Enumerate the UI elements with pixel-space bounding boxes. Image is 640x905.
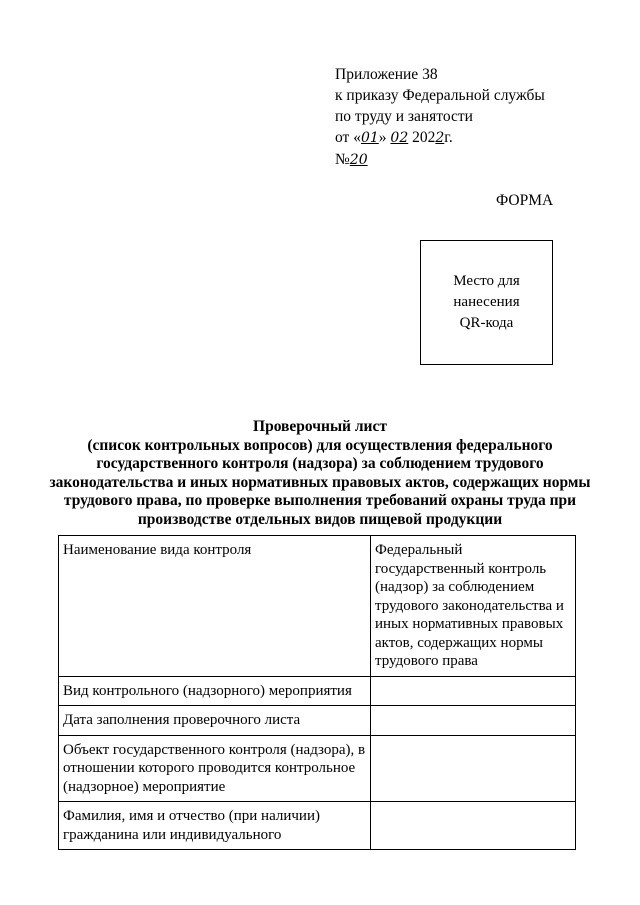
date-mid: » bbox=[378, 129, 391, 146]
row-value bbox=[371, 706, 576, 736]
appendix-number bbox=[335, 149, 545, 171]
appendix-service-line: по труду и занятости bbox=[335, 108, 473, 125]
title-line-6: производстве отдельных видов пищевой продукции bbox=[137, 510, 503, 528]
row-label: Дата заполнения проверочного листа bbox=[59, 706, 371, 736]
order-number: 20 bbox=[349, 152, 368, 168]
appendix-title: Приложение 38 bbox=[335, 66, 438, 83]
row-label: Объект государственного контроля (надзора), в отношении которого проводится контрольное (надзорное) мероприятие bbox=[59, 735, 371, 802]
title-line-1: Проверочный лист bbox=[253, 418, 387, 435]
number-prefix: № bbox=[335, 151, 350, 168]
qr-code-placeholder bbox=[420, 240, 553, 365]
appendix-date bbox=[335, 127, 545, 149]
checklist-info-table bbox=[58, 535, 576, 850]
table-row bbox=[59, 706, 576, 736]
row-label: Наименование вида контроля bbox=[59, 536, 371, 677]
row-value bbox=[371, 676, 576, 706]
title-line-2: (список контрольных вопросов) для осуществления федерального bbox=[87, 436, 553, 454]
date-year-digit: 2 bbox=[435, 130, 445, 146]
title-line-4: законодательства и иных нормативных правовых актов, содержащих нормы bbox=[49, 473, 591, 491]
title-line-3: государственного контроля (надзора) за соблюдением трудового bbox=[96, 455, 544, 472]
title-line-5: трудового права, по проверке выполнения требований охраны труда при bbox=[63, 492, 577, 509]
table-row bbox=[59, 676, 576, 706]
date-month: 02 bbox=[390, 130, 409, 146]
row-label: Фамилия, имя и отчество (при наличии) гражданина или индивидуального bbox=[59, 802, 371, 850]
form-label: ФОРМА bbox=[496, 192, 554, 209]
date-prefix: от « bbox=[335, 129, 361, 146]
row-value: Федеральный государственный контроль (надзор) за соблюдением трудового законодательства и иных нормативных правовых актов, содержащих нормы трудового права bbox=[371, 536, 576, 677]
table-row bbox=[59, 735, 576, 802]
row-label: Вид контрольного (надзорного) мероприятия bbox=[59, 676, 371, 706]
row-value bbox=[371, 735, 576, 802]
qr-line-2: нанесения bbox=[453, 294, 520, 310]
date-year-prefix: 202 bbox=[408, 129, 436, 146]
qr-line-1: Место для bbox=[453, 273, 520, 289]
appendix-order-line: к приказу Федеральной службы bbox=[335, 87, 545, 104]
table-row bbox=[59, 802, 576, 850]
row-value bbox=[371, 802, 576, 850]
document-title bbox=[40, 418, 600, 529]
table-row bbox=[59, 536, 576, 677]
qr-line-3: QR-кода bbox=[459, 315, 514, 331]
date-day: 01 bbox=[360, 130, 379, 146]
appendix-block bbox=[335, 64, 545, 171]
date-suffix: г. bbox=[444, 129, 453, 146]
